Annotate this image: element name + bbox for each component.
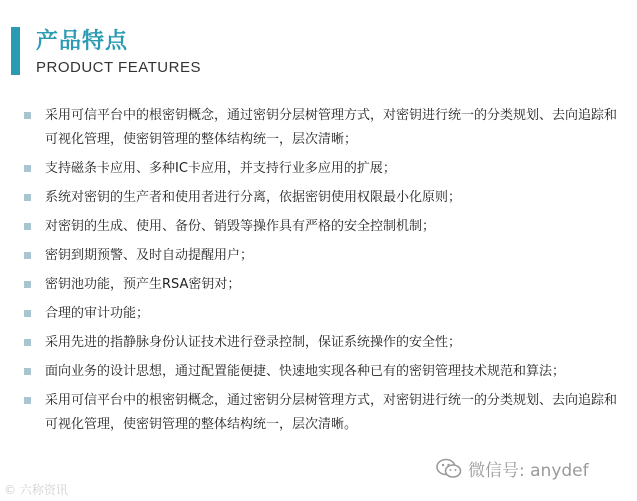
list-item — [22, 104, 622, 152]
feature-text: 采用可信平台中的根密钥概念，通过密钥分层树管理方式，对密钥进行统一的分类规划、去向追踪和可视化管理，使密钥管理的整体结构统一，层次清晰。 — [45, 393, 618, 432]
header-accent-bar — [11, 27, 20, 75]
feature-text: 面向业务的设计思想，通过配置能便捷、快速地实现各种已有的密钥管理技术规范和算法； — [45, 364, 566, 379]
bullet-square-icon — [24, 252, 31, 259]
list-item — [22, 244, 622, 268]
feature-list — [22, 104, 622, 442]
wechat-icon — [436, 458, 462, 480]
bullet-square-icon — [24, 368, 31, 375]
bullet-square-icon — [24, 397, 31, 404]
list-item — [22, 389, 622, 437]
list-item — [22, 157, 622, 181]
bullet-square-icon — [24, 310, 31, 317]
page-subtitle: PRODUCT FEATURES — [36, 59, 201, 76]
bullet-square-icon — [24, 112, 31, 119]
bullet-square-icon — [24, 223, 31, 230]
list-item — [22, 360, 622, 384]
feature-text: 密钥池功能，预产生RSA密钥对； — [45, 277, 241, 292]
list-item — [22, 186, 622, 210]
bullet-square-icon — [24, 339, 31, 346]
bullet-square-icon — [24, 281, 31, 288]
feature-text: 采用先进的指静脉身份认证技术进行登录控制，保证系统操作的安全性； — [45, 335, 462, 350]
source-watermark: © 六称资讯 — [4, 483, 68, 497]
wechat-id-text: 微信号: anydef — [468, 461, 589, 481]
bullet-square-icon — [24, 194, 31, 201]
list-item — [22, 215, 622, 239]
list-item — [22, 331, 622, 355]
feature-text: 对密钥的生成、使用、备份、销毁等操作具有严格的安全控制机制； — [45, 219, 436, 234]
feature-text: 系统对密钥的生产者和使用者进行分离，依据密钥使用权限最小化原则； — [45, 190, 462, 205]
bullet-square-icon — [24, 165, 31, 172]
feature-text: 采用可信平台中的根密钥概念，通过密钥分层树管理方式，对密钥进行统一的分类规划、去向追踪和可视化管理，使密钥管理的整体结构统一，层次清晰； — [45, 108, 618, 147]
wechat-watermark — [436, 456, 589, 481]
feature-text: 支持磁条卡应用、多种IC卡应用，并支持行业多应用的扩展； — [45, 161, 396, 176]
feature-text: 合理的审计功能； — [45, 306, 150, 321]
feature-text: 密钥到期预警、及时自动提醒用户； — [45, 248, 254, 263]
list-item — [22, 302, 622, 326]
list-item — [22, 273, 622, 297]
page-title: 产品特点 — [36, 29, 129, 54]
